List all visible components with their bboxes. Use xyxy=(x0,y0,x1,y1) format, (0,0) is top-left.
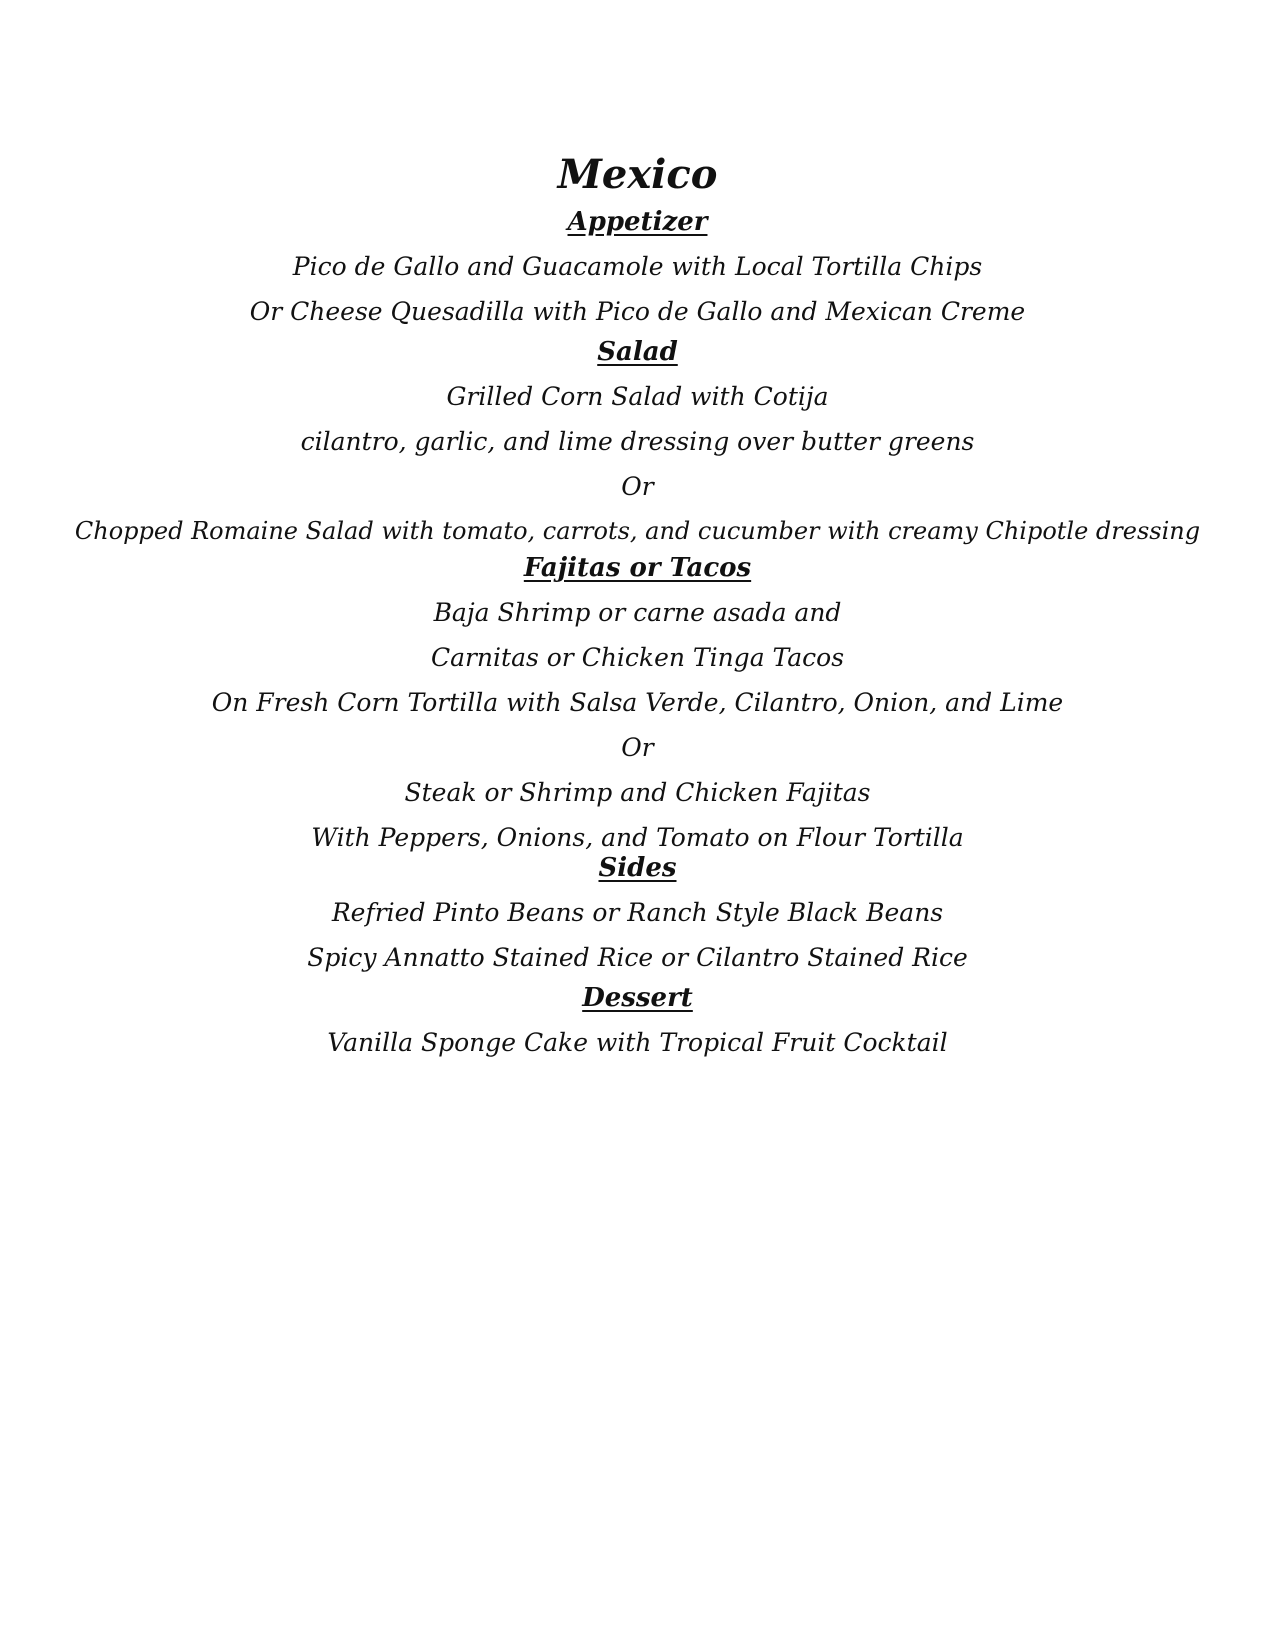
menu-line: Or xyxy=(621,733,654,762)
menu-line: On Fresh Corn Tortilla with Salsa Verde, Cilantro, Onion, and Lime xyxy=(211,688,1064,717)
menu-line: Pico de Gallo and Guacamole with Local Tortilla Chips xyxy=(292,252,983,281)
menu-line: cilantro, garlic, and lime dressing over butter greens xyxy=(300,427,975,456)
section-heading: Fajitas or Tacos xyxy=(523,553,752,583)
section-heading: Appetizer xyxy=(567,207,708,237)
menu-line: Refried Pinto Beans or Ranch Style Black Beans xyxy=(331,898,944,927)
section-heading: Dessert xyxy=(582,983,693,1013)
section-heading: Sides xyxy=(598,853,677,883)
section-sides xyxy=(0,846,1275,980)
menu-line: Chopped Romaine Salad with tomato, carrots, and cucumber with creamy Chipotle dressing xyxy=(74,517,1201,545)
menu-line: Grilled Corn Salad with Cotija xyxy=(446,382,829,411)
menu-line: With Peppers, Onions, and Tomato on Flour Tortilla xyxy=(311,823,964,852)
menu-line: Steak or Shrimp and Chicken Fajitas xyxy=(404,778,871,807)
menu-line: Spicy Annatto Stained Rice or Cilantro Stained Rice xyxy=(307,943,968,972)
section-appetizer xyxy=(0,200,1275,334)
menu-line: Or Cheese Quesadilla with Pico de Gallo and Mexican Creme xyxy=(249,297,1026,326)
menu-line: Or xyxy=(621,472,654,501)
section-heading: Salad xyxy=(597,337,678,367)
section-salad xyxy=(0,330,1275,554)
section-dessert xyxy=(0,976,1275,1065)
menu-line: Baja Shrimp or carne asada and xyxy=(433,598,842,627)
menu-title: Mexico xyxy=(557,151,718,198)
menu-line: Carnitas or Chicken Tinga Tacos xyxy=(430,643,845,672)
section-fajitas-tacos xyxy=(0,546,1275,860)
menu-line: Vanilla Sponge Cake with Tropical Fruit Cocktail xyxy=(327,1028,948,1057)
